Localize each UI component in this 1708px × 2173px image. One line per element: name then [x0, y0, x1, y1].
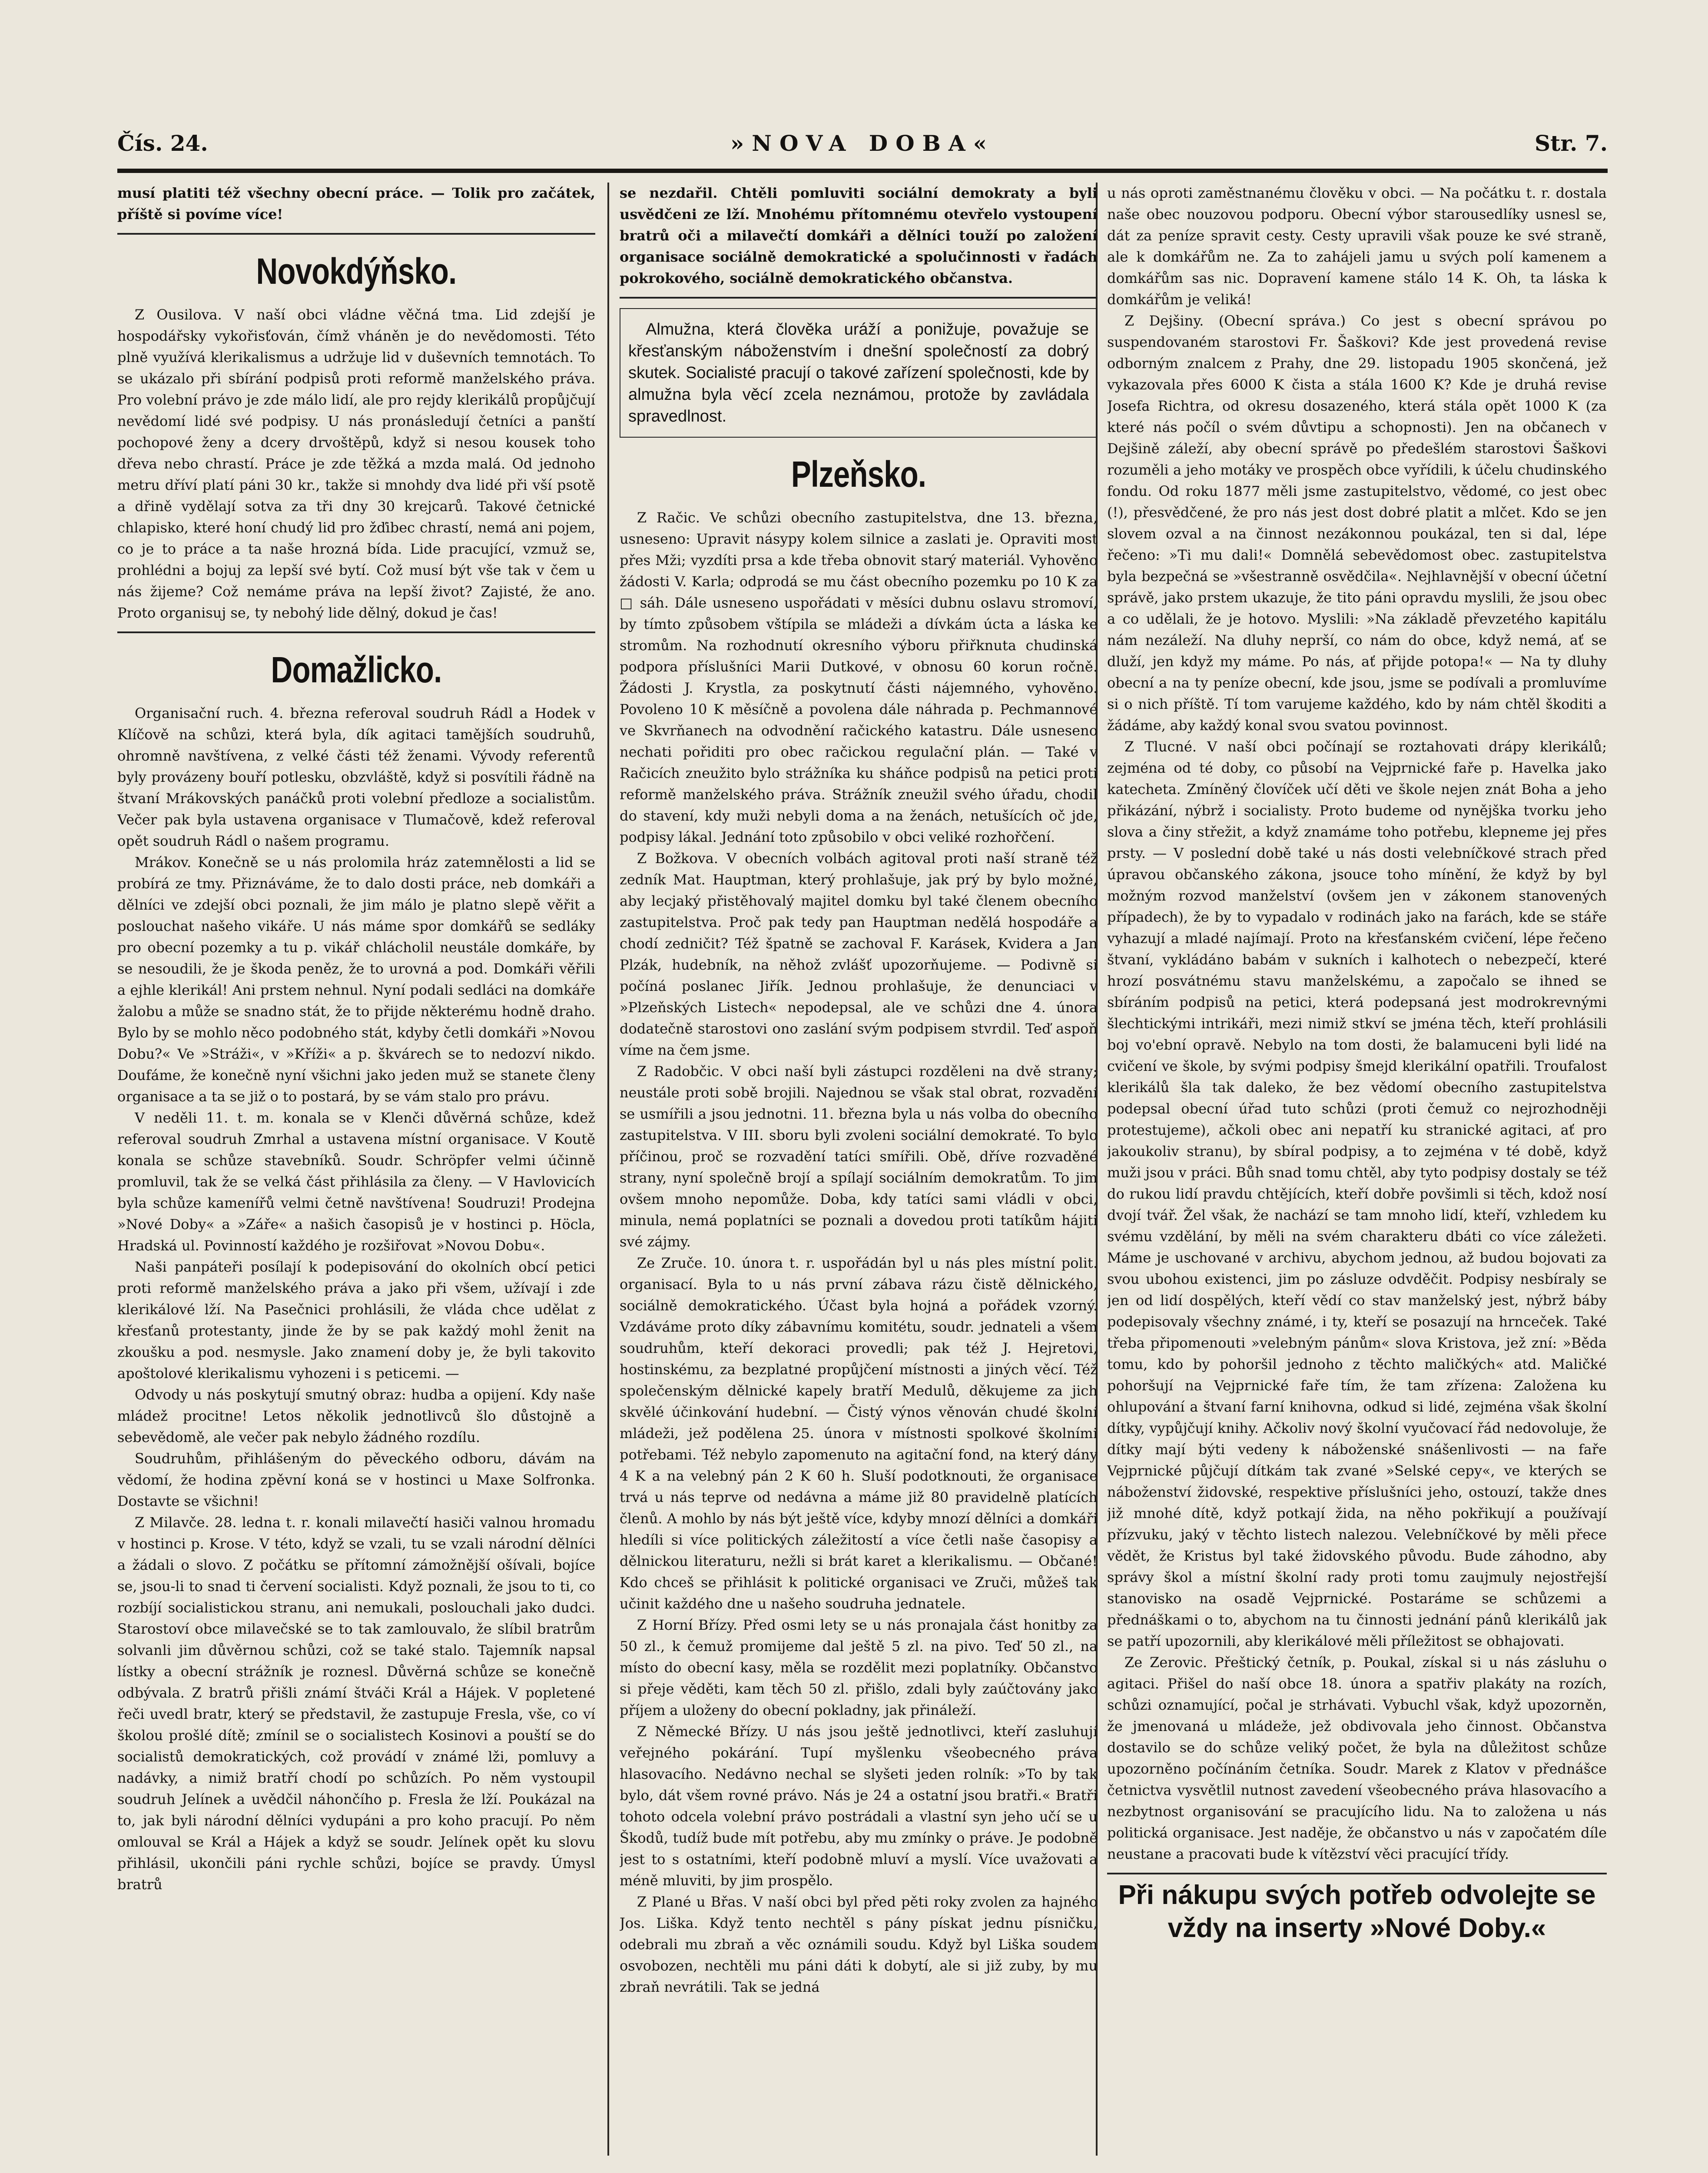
article-continuation: u nás oproti zaměstnanému člověku v obci. — Na počátku t. r. dostala naše obec nouzovou podporu. Obecní výbor starousedlíky usnesl se, dát za peníze spravit cesty. Cesty upravili však pouze ke své straně, ale k domkářům ne. Za to zahájeli jamu u svých polí kamenem a domkářům sas nic. Dopravení kamene stálo 14 K. Oh, ta láska k domkářům je veliká! — [1107, 185, 1607, 308]
article-paragraph: Z Horní Břízy. Před osmi lety se u nás pronajala část honitby za 50 zl., k čemuž promijeme dal ještě 5 zl. na pivo. Teď 50 zl., na místo do obecní kasy, měla se rozdělit mezi poplatníky. Občanstvo si přeje věděti, kam těch 50 zl. přišlo, zdali byly zaúčtovány jako příjem a uloženy do obecní pokladny, jak přináleží. — [620, 1617, 1098, 1718]
article-paragraph: Z Božkova. V obecních volbách agitoval proti naší straně též zedník Mat. Hauptman, který prohlašuje, jak prý by bylo možné, aby lecjaký přistěhovalý majitel domku byl také členem obecního zastupitelstva. Proč pak tedy pan Hauptman nedělá hospodáře a chodí zedničit? Též špatně se zachoval F. Karásek, Kvidera a Jan Plzák, hudebník, na něhož zvlášť upozorňujeme. — Podivně si počíná poslanec Jiřík. Jednou prohlašuje, že denunciaci v »Plzeňských Listech« nepodepsal, ale ve schůzi dne 4. února dodatečně starostovi ono zaslání svým podpisem stvrdil. Teď aspoň víme na čem jsme. — [620, 850, 1098, 1058]
article-paragraph: Naši panpáteři posílají k podepisování do okolních obcí petici proti reformě manželského práva a jako při všem, užívají i zde klerikálové lží. Na Pasečnici prohlásili, že vláda chce udělat z křesťanů protestanty, jinde že by se pak každý mohl ženit na zkoušku a pod. nesmysle. Jako znamení doby je, že byli takovito apoštolové klerikalismu vyhozeni i s peticemi. — — [117, 1259, 595, 1382]
page-number: Str. 7. — [1535, 130, 1608, 156]
separator-rule — [620, 297, 1098, 299]
column-divider — [607, 183, 609, 2156]
article-paragraph: V neděli 11. t. m. konala se v Klenči důvěrná schůze, kdež referoval soudruh Zmrhal a ustavena místní organisace. V Koutě konala se schůze stavebníků. Soudr. Schröpfer velmi účinně promluvil, tak že se velká část přihlásila za členy. — V Havlovicích byla schůze kamenířů velmi četně navštívena! Soudruzi! Prodejna »Nové Doby« a »Záře« a našich časopisů je v hostinci p. Höcla, Hradská ul. Povinností každého je rozšiřovat »Novou Dobu«. — [117, 1110, 595, 1254]
section-heading-novokdynsko: Novokdýňsko. — [256, 251, 457, 292]
article-paragraph: Z Milavče. 28. ledna t. r. konali milavečtí hasiči valnou hromadu v hostinci p. Krose. V této, když se vzali, tu se vzali národní dělníci a žádali o slovo. Z počátku se přítomní zámožnější ošívali, bojíce se, jsou-li to snad ti červení socialisti. Když poznali, že jsou to ti, co rozbíjí socialistickou stranu, ani nemukali, poslouchali jako dudci. Starostoví obce milavečské se to tak zamlouvalo, že slíbil bratrům solvanli jim důvěrnou schůzi, což se také stalo. Tajemník napsal lístky a obecní strážník je roznesl. Důvěrná schůze se konečně odbývala. Z bratrů přišli známí štváči Král a Hájek. V popletené řeči uvedl bratr, který se představil, že zastupuje Fresla, vše, co ví školou prošlé dítě; zmínil se o socialistech Kosinovi a pouští se do socialistů demokratických, což provádí v známé lži, pomluvy a nadávky, a nimiž bratří chodí po schůzích. Po něm vystoupil soudruh Jelínek a uvědčil náhončího p. Fresla že lží. Poukázal na to, jak byli národní dělníci vydupáni a pro koho pracují. Po něm omlouval se Král a Hájek a když se soudr. Jelínek opět ku slovu přihlásil, ukončili páni rychle schůzi, bojíce se pravdy. Úmysl bratrů — [117, 1514, 595, 1893]
page-header — [117, 130, 1608, 165]
masthead-title: »NOVA DOBA« — [730, 130, 995, 156]
article-paragraph: Z Německé Břízy. U nás jsou ještě jednotlivci, kteří zasluhují veřejného pokárání. Tupí myšlenku všeobecného práva hlasovacího. Nedávno nechal se slyšeti jeden rolník: »To by tak bylo, dát všem rovné právo. Nás je 24 a ostatní jsou bratři.« Bratři tohoto odcela volební právo postrádali a vlastní syn jeho učí se u Škodů, tudíž bude mít potřebu, aby mu zmínky o práve. Je podobně jest to s ostatními, kteří podobně mluví a myslí. Více uvažovati a méně mluviti, by jim prospělo. — [620, 1723, 1098, 1889]
article-paragraph: Z Plané u Břas. V naší obci byl před pěti roky zvolen za hajného Jos. Liška. Když tento nechtěl s pány pískat jednu písničku, odebrali mu zbraň a věc oznámili soudu. Když byl Liška soudem osvobozen, nechtěli mu páni dáti k dobytí, ale si již zuby, by mu zbraň nevrátili. Tak se jedná — [620, 1894, 1098, 1995]
column-1 — [117, 183, 595, 2173]
column-3 — [1107, 183, 1607, 2173]
article-paragraph: Soudruhům, přihlášeným do pěveckého odboru, dávám na vědomí, že hodina zpěvní koná se v hostinci u Maxe Solfronka. Dostavte se všichni! — [117, 1450, 595, 1509]
article-paragraph: Z Tlucné. V naší obci počínají se roztahovati drápy klerikálů; zejména od té doby, co působí na Vejprnické faře p. Havelka jako katecheta. Zmíněný človíček učí děti ve škole nejen znát Boha a jeho přikázání, nýbrž i socialisty. Proto budeme od nynějška tvorku jeho slova a činy střežit, a když znamáme toho potřebu, klepneme jej přes prsty. — V poslední době také u nás dosti velebníčkové strach před úpravou občanského zákona, jsouce toho mínění, že když by byl možným rozvod manželství (ovšem jen v zákonem stanovených případech), že by to vypadalo v rodinách jako na farách, kde se stáře vyhazují a mladé najímají. Proto na křesťanském cvičení, lépe řečeno štvaní, vykládáno babám v sukních i kalhotech o nebezpečí, které hrozí posvátnému stavu manželskému, a započalo se ihned se sbíráním podpisů na petici, která podepsaná jest modrokrevnými šlechtickými intrikáři, mezi nimiž stkví se jména těch, kteří prohlásili boj vo'ební opravě. Nebylo na tom dosti, že balamuceni byli lidé na cvičení ve škole, by svými podpisy šmejd klerikální opatřili. Troufalost klerikálů šla tak daleko, že bez vědomí obecního zastupitelstva podepsal obecní úřad tuto schůzi (proti čemuž co nejrozhodněji protestujeme), ačkoli obec ani nepatří ku stranické agitaci, ať pro jakoukoliv stranu), by sbíral podpisy, a to zejména v té době, když muži jsou v práci. Bůh snad tomu chtěl, aby tyto podpisy dostaly se též do rukou lidí pravdu chtějících, kteří dobře povšimli si těch, kdož nosí dvojí tvář. Žel však, že nachází se tam mnoho lidí, kteří, vzhledem ku svému vzdělání, by měli na svém charakteru dbáti co více záležeti. Máme je uschované v archivu, abychom jednou, až budou bojovati za svou ubohou existenci, jim po zásluze odvděčit. Podpisy nesbíraly se jen od lidí dospělých, kteří vědí co stav manželský jest, nýbrž báby podepisovaly všechny známé, i ty, kteří se posazují na hrnceček. Také třeba připomenouti »velebným pánům« slova Kristova, jež zní: »Běda tomu, kdo by pohoršil jednoho z těchto maličkých« atd. Maličké pohoršují na Vejprnické faře tím, že tam zřízena: Založena ku ohlupování a štvaní farní knihovna, odkud si lidé, zejména však školní dítky, vypůjčují knihy. Ačkoliv nový školní vyučovací řád nedovoluje, že dítky mají býti vedeny k náboženské snášenlivosti — na faře Vejprnické půjčují dítkám tak zvané »Selské cepy«, ve kterých se náboženství židovské, respektive příslušníci jeho, ostouzí, takže dnes již mnohé dítě, když potkají žida, na něho pokřikují a používají přízvuku, jaký v těchto listech nalezou. Velebníčkové by měli přece vědět, že Kristus byl také židovského původu. Bude záhodno, aby správy škol a místní školní rady proti tomu zaujmuly nejostřejší stanovisko na osadě Vejprnické. Postaráme se schůzemi a přednáškami o to, abychom na tu činnosti jednání pánů klerikálů jak se patří upozornili, aby klerikálové měli příležitost se obhajovati. — [1107, 738, 1607, 1649]
article-paragraph: Ze Zerovic. Přeštický četník, p. Poukal, získal si u nás zásluhu o agitaci. Přišel do naší obce 18. února a spatřiv plakáty na rozích, schůzi oznamující, počal je strhávati. Vybuchl však, když upozorněn, že jmenovaná u mládeže, jež obdivovala jeho činnost. Občanstva dostavilo se do schůze veliký počet, že byla na důležitost schůze upozorněno počínáním četníka. Soudr. Marek z Klatov v přednášce četnictva vysvětlil nutnost zavedení všeobecného práva hlasovacího a nezbytnost organisování se pracujícího lidu. Na to založena u nás politická organisace. Jest naděje, že občanstvo u nás v započatém díle neustane a pracovati bude k vítězství věci pracující třídy. — [1107, 1654, 1607, 1862]
quote-box: Almužna, která člověka uráží a ponižuje, považuje se křesťanským náboženstvím i dnešní společností za dobrý skutek. Socialisté pracují o takové zařízení společnosti, kde by almužna byla věcí zcela neznámou, protože by zavládala spravedlnost. — [620, 308, 1098, 438]
column-2 — [620, 183, 1098, 2173]
article-paragraph: Z Radobčic. V obci naší byli zástupci rozděleni na dvě strany; neustále proti sobě brojili. Najednou se však stal obrat, rozvadění se usmířili a jsou jednotni. 11. března byla u nás volba do obecního zastupitelstva. V III. sboru byli zvoleni sociální demokraté. To bylo příčinou, proč se rozvadění tatíci smířili. Obě, dříve rozvaděné strany, nyní společně brojí a spílají sociálním demokratům. To jim ovšem mnoho nepomůže. Doba, kdy tatíci sami vládli v obci, minula, nemá poplatníci se poznali a dovedou proti tatíkům hájiti své zájmy. — [620, 1063, 1098, 1250]
separator-rule — [117, 631, 595, 633]
article-paragraph: Z Dejšiny. (Obecní správa.) Co jest s obecní správou po suspendovaném starostovi Fr. Šaškovi? Kde jest provedená revise odborným znalcem z Prahy, dne 29. listopadu 1905 skončená, jež vykazovala přes 6000 K čista a stála 1600 K? Kde je druhá revise Josefa Richtra, od okresu dosazeného, která stála opět 1000 K (za které nás počíl o svém důvtipu a schopnosti). Jen na občanech v Dejšině záleží, aby obecní správě po předešlém starostovi Šaškovi rozuměli a jeho motáky ve prospěch obce vyřídili, k účelu chudinského fondu. Od roku 1877 měli jsme zastupitelstvo, vědomé, co jest obec (!), přesvědčené, že pro nás jest dost dobré platit a mlčet. Kdo se jen slovem ozval a na činnost nezákonnou poukázal, ten si dal, lépe řečeno: »Ti mu dali!« Domnělá sebevědomost obec. zastupitelstva byla bezpečná se »všestranně osvědčila«. Nejhlavnější v obecní účetní správě, jako prstem ukazuje, že tito páni opravdu myslili, že jsou obec a co udělali, že je hotovo. Myslili: »Na základě převzetého kapitálu nám nezáleží. Na dluhy neprší, co nám do obce, když nemá, ať se dluží, jen když my máme. Po nás, ať přijde potopa!« — Na ty dluhy obecní a na ty peníze obecní, kde jsou, jsme se podívali a promluvíme si o nich příště. Tí tom varujeme každého, kdo by nám chtěl škoditi a žádáme, aby každý konal svou svatou povinnost. — [1107, 312, 1607, 734]
header-rule — [117, 169, 1608, 173]
separator-rule — [117, 233, 595, 235]
article-paragraph: Z Račic. Ve schůzi obecního zastupitelstva, dne 13. března, usneseno: Upravit násypy kolem silnice a zaslati je. Opraviti most přes Mži; vyzdíti prsa a kde třeba obnovit starý materiál. Vyhověno žádosti V. Karla; odprodá se mu část obecního pozemku po 10 K za □ sáh. Dále usneseno uspořádati v měsíci dubnu oslavu stromoví, by tímto způsobem vštípila se mládeži a dívkám úcta a láska ke stromům. Na rozhodnutí okresního výboru přiřknuta chudinská podpora příslušníci Marii Dutkové, v obnosu 60 korun ročně. Žádosti J. Krystla, za poskytnutí části nájemného, vyhověno. Povoleno 10 K měsíčně a povolena dále náhrada p. Pechmannové ve Skvrňanech na odvodnění račického katastru. Dále usneseno nechati pořiditi pro obec račickou regulační plán. — Také v Račicích zneužito bylo strážníka ku sháňce podpisů na petici proti reformě manželského práva. Strážník zneužil svého úřadu, chodil do stavení, kdy muži nebyli doma a na ženách, netušících oč jde, podpisy lákal. Jednání toto způsobilo v obci veliké rozhořčení. — [620, 509, 1098, 845]
section-heading-domazlicko: Domažlicko. — [271, 649, 442, 690]
article-paragraph: Organisační ruch. 4. března referoval soudruh Rádl a Hodek v Klíčově na schůzi, která byla, dík agitaci tamějších soudruhů, ohromně navštívena, z velké části též ženami. Vývody referentů byly provázeny bouří potlesku, obzvláště, když si posvítili řádně na štvaní Mrákovských panáčků proti volební předloze a socialistům. Večer pak byla ustavena organisace v Tlumačově, kdež referoval opět soudruh Rádl o našem programu. — [117, 705, 595, 849]
article-paragraph: Mrákov. Konečně se u nás prolomila hráz zatemnělosti a lid se probírá ze tmy. Přiznáváme, že to dalo dosti práce, neb domkáři a dělníci ve zdejší obci poznali, že jim málo je platno slepě věřit a poslouchat našeho vikáře. U nás máme spor domkářů se sedláky pro obecní pozemky a tu p. vikář chlácholil neustále domkáře, by se nesoudili, že je škoda peněz, že to urovná a pod. Domkáři věřili a ejhle klerikál! Ani prstem nehnul. Nyní podali sedláci na domkáře žalobu a může se snadno stát, že to přijde některému hodně draho. Bylo by se mohlo něco podobného stát, kdyby četli domkáři »Novou Dobu?« Ve »Stráži«, v »Kříži« a p. škvárech se to nedozví nikdo. Doufáme, že konečně nyní všichni jako jeden muž se stanete členy organisace a ta se již o to postará, by se vám stalo pro právu. — [117, 854, 595, 1105]
article-continuation: se nezdařil. Chtěli pomluviti sociální demokraty a byli usvědčeni ze lží. Mnohému přítomnému otevřelo vystoupení bratrů oči a milavečtí domkáři a dělníci touží po založení organisace sociálně demokratické a spolučinnosti v řadách pokrokového, sociálně demokratického občanstva. — [620, 185, 1098, 286]
article-paragraph: Z Ousilova. V naší obci vládne věčná tma. Lid zdejší je hospodářsky vykořisťován, čímž vháněn je do nevědomosti. Této plně využívá klerikalismus a udržuje lid v duševních temnotách. To se ukázalo při sbírání podpisů proti reformě manželského práva. Pro volební právo je zde málo lidí, ale pro rejdy klerikálů propůjčují nevědomí lidé své podpisy. U nás pronásledují četníci a panští pochopové ženy a dcery drvoštěpů, když si nesou kousek toho dřeva nebo chrastí. Práce je zde těžká a mzda malá. Od jednoho metru dříví platí páni 30 kr., takže si mnohdy dva lidé při vší psotě a dřině vydělají sotva za tři dny 30 krejcarů. Takové četnické chlapisko, které honí chudý lid pro žďibec chrastí, nemá ani pojem, co je to práce a ta naše hrozná bída. Lide pracující, vzmuž se, prohlédni a bojuj za lepší své bytí. Což musí být vše tak v čem u nás žijeme? Což nemáme práva na lepší život? Zajisté, že ano. Proto organisuj se, ty nebohý lide dělný, dokud je čas! — [117, 306, 595, 621]
section-heading-plzensko: Plzeňsko. — [791, 454, 926, 495]
advertisement-banner: Při nákupu svých potřeb odvolejte se vždy na inserty »Nové Doby.« — [1107, 1873, 1607, 1945]
issue-number: Čís. 24. — [117, 130, 208, 156]
article-paragraph: Ze Zruče. 10. února t. r. uspořádán byl u nás ples místní polit. organisací. Byla to u nás první zábava rázu čistě dělnického, sociálně demokratického. Účast byla hojná a pořádek vzorný. Vzdáváme proto díky zábavnímu komitétu, soudr. jednateli a všem soudruhům, kteří dekoraci provedli; pak též J. Hejretovi, hostinskému, za bezplatné propůjčení místnosti a jiných věcí. Též společenským dělnické kapely bratří Medulů, děkujeme za jich skvělé účinkování hudební. — Čistý výnos věnován chudé školní mládeži, jež podělena 25. února v místnosti spolkové školními potřebami. Též nebylo zapomenuto na agitační fond, na který dány 4 K a na velebný pán 2 K 60 h. Sluší podotknouti, že organisace trvá u nás teprve od nedávna a máme již 80 pravidelně platících členů. A mohlo by nás být ještě více, kdyby mnozí dělníci a domkáři hledíli si více politických záležitostí a více četli naše časopisy a dělnickou literaturu, nežli si brát karet a klerikalismu. — Občané! Kdo chceš se přihlásit k politické organisaci ve Zruči, můžeš tak učinit každého dne u našeho soudruha jednatele. — [620, 1255, 1098, 1612]
article-continuation: musí platiti též všechny obecní práce. — Tolik pro začátek, příště si povíme více! — [117, 185, 595, 223]
article-paragraph: Odvody u nás poskytují smutný obraz: hudba a opijení. Kdy naše mládež procitne! Letos několik jednotlivců šlo důstojně a sebevědomě, ale večer pak nebylo žádného rozdílu. — [117, 1386, 595, 1445]
